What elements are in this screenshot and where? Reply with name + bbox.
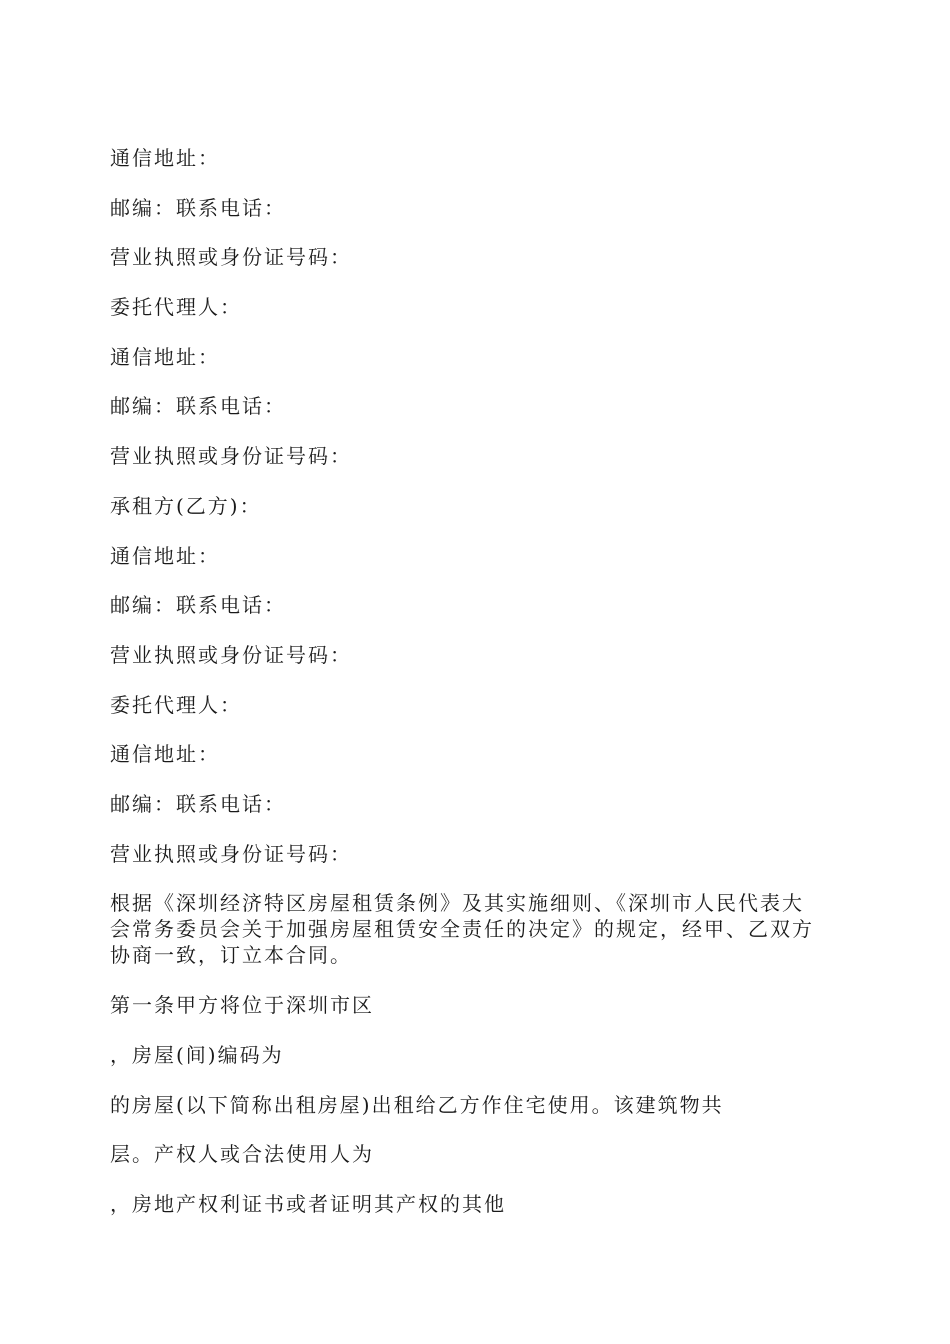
- text-line: 营业执照或身份证号码：: [110, 841, 352, 866]
- paragraph-line: 根据《深圳经济特区房屋租赁条例》及其实施细则、《深圳市人民代表大: [110, 891, 804, 916]
- text-line: 委托代理人：: [110, 295, 242, 320]
- document-body: [110, 145, 845, 1241]
- paragraph-line: 协商一致，订立本合同。: [110, 943, 352, 968]
- text-line: 邮编：联系电话：: [110, 195, 286, 220]
- text-line: 营业执照或身份证号码：: [110, 642, 352, 667]
- text-line: 通信地址：: [110, 146, 220, 170]
- text-line: ，房屋(间)编码为: [110, 1043, 284, 1067]
- text-line: 通信地址：: [110, 742, 220, 767]
- text-line: 第一条甲方将位于深圳市区: [110, 993, 374, 1018]
- text-line: 层。产权人或合法使用人为: [110, 1142, 374, 1167]
- text-line: 邮编：联系电话：: [110, 394, 286, 419]
- text-line: 通信地址：: [110, 543, 220, 568]
- text-line: 邮编：联系电话：: [110, 593, 286, 618]
- preamble-paragraph: [110, 890, 845, 968]
- text-line: ，房地产权利证书或者证明其产权的其他: [110, 1192, 506, 1217]
- text-line: 承租方(乙方)：: [110, 493, 262, 518]
- text-line: 营业执照或身份证号码：: [110, 245, 352, 270]
- text-line: 的房屋(以下简称出租房屋)出租给乙方作住宅使用。该建筑物共: [110, 1092, 724, 1117]
- text-line: 营业执照或身份证号码：: [110, 444, 352, 469]
- text-line: 通信地址：: [110, 344, 220, 369]
- text-line: 委托代理人：: [110, 692, 242, 717]
- text-line: 邮编：联系电话：: [110, 791, 286, 816]
- paragraph-line: 会常务委员会关于加强房屋租赁安全责任的决定》的规定，经甲、乙双方: [110, 917, 814, 942]
